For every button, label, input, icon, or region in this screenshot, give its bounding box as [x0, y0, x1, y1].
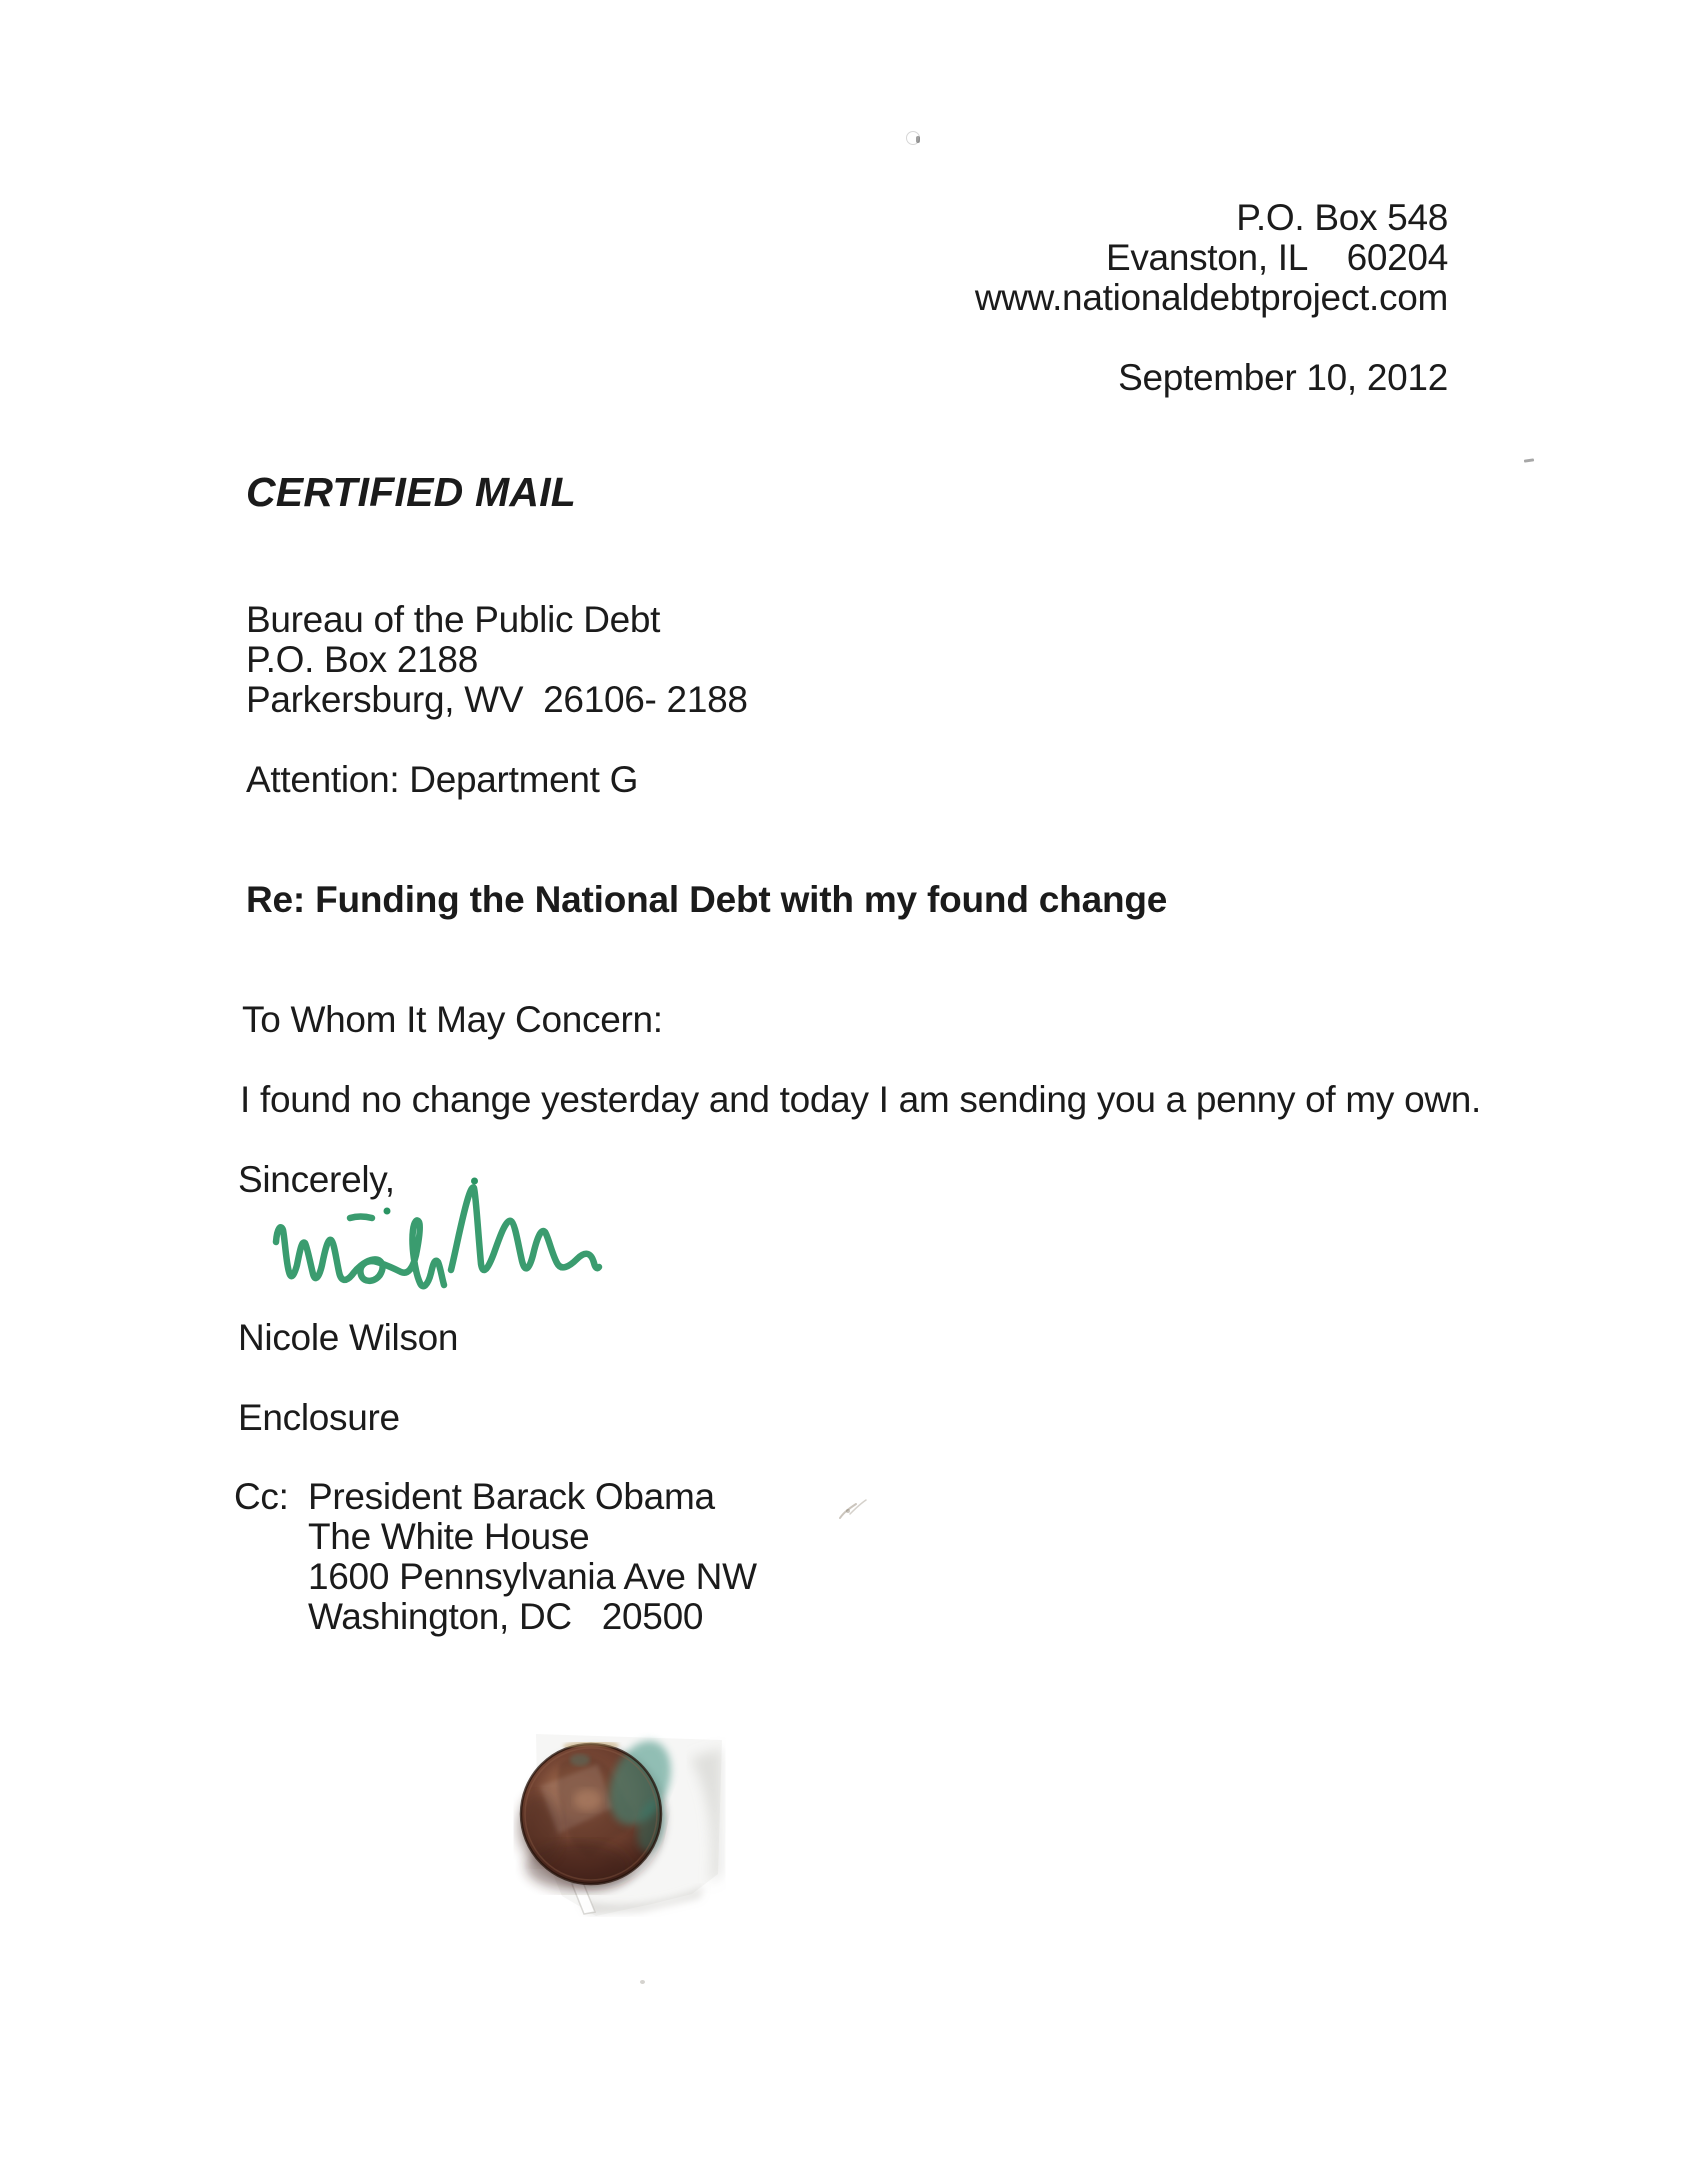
patina-fleck — [570, 1754, 590, 1766]
cc-label: Cc: — [234, 1476, 289, 1517]
cc-lines — [308, 1477, 757, 1637]
signature-i-dot — [384, 1208, 391, 1215]
cc-line-street: 1600 Pennsylvania Ave NW — [308, 1556, 757, 1597]
scan-artifact-speck-top-dot — [916, 136, 920, 143]
signature-printed-name: Nicole Wilson — [238, 1317, 459, 1358]
sender-po-box: P.O. Box 548 — [1236, 197, 1448, 238]
subject-line: Re: Funding the National Debt with my found change — [246, 879, 1168, 920]
scan-artifact-speck-top — [906, 131, 920, 145]
sender-website: www.nationaldebtproject.com — [974, 277, 1448, 318]
recipient-po-box: P.O. Box 2188 — [246, 639, 478, 680]
sender-city-state-zip: Evanston, IL 60204 — [1105, 237, 1448, 278]
delivery-method-label: CERTIFIED MAIL — [246, 469, 577, 515]
recipient-address-block — [246, 600, 748, 720]
salutation: To Whom It May Concern: — [242, 999, 663, 1040]
scan-artifact-dash — [1524, 458, 1534, 462]
signature-main-stroke — [276, 1220, 444, 1286]
sender-address-block — [975, 198, 1448, 318]
signature-t-dash — [350, 1217, 372, 1219]
attention-line: Attention: Department G — [246, 759, 639, 800]
penny-attachment — [460, 1688, 760, 1968]
enclosure-line: Enclosure — [238, 1397, 400, 1438]
scan-artifact-speck-bottom — [640, 1980, 645, 1984]
signature-tall-stroke — [451, 1187, 599, 1270]
letter-date: September 10, 2012 — [1118, 357, 1448, 398]
cc-line-city: Washington, DC 20500 — [308, 1596, 704, 1637]
cc-line-building: The White House — [308, 1516, 590, 1557]
recipient-name: Bureau of the Public Debt — [246, 599, 661, 640]
signature-top-dot — [471, 1178, 478, 1185]
closing: Sincerely, — [238, 1159, 395, 1200]
body-text: I found no change yesterday and today I am sending you a penny of my own. — [240, 1079, 1482, 1120]
signature-ink — [260, 1170, 610, 1310]
scan-artifact-squiggle — [836, 1496, 870, 1522]
cc-line-recipient: President Barack Obama — [308, 1476, 715, 1517]
cc-block — [234, 1477, 934, 1647]
recipient-city-state-zip: Parkersburg, WV 26106- 2188 — [246, 679, 748, 720]
